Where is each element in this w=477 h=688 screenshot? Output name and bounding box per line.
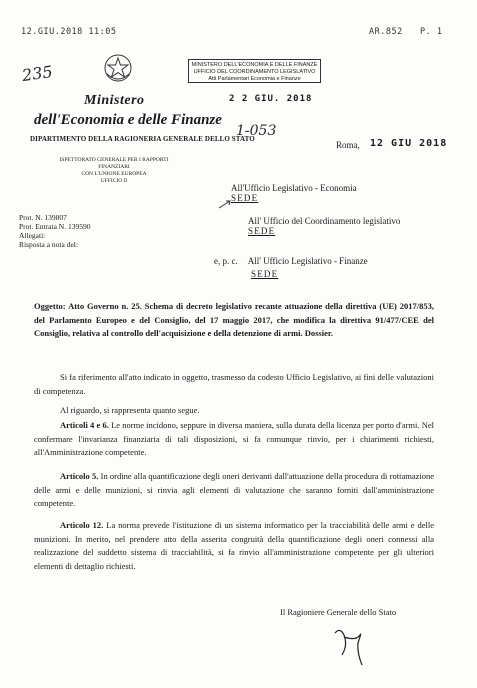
- recipient-coordinamento: [248, 216, 400, 236]
- protocol-entrata: Prot. Entrata N. 139590: [19, 222, 91, 231]
- office-line: ISPETTORATO GENERALE PER I RAPPORTI FINANZIARI: [59, 157, 169, 170]
- recipient-sede: SEDE: [251, 269, 279, 279]
- article-label: Articoli 4 e 6.: [60, 420, 109, 430]
- office-block: [54, 157, 174, 185]
- recipient-sede: SEDE: [231, 193, 259, 203]
- subject-label: Oggetto:: [34, 301, 66, 311]
- paragraph-riguardo: Al riguardo, si rappresenta quanto segue.: [60, 405, 200, 415]
- arrow-mark-icon: [218, 196, 232, 214]
- signatory-title: Il Ragioniere Generale dello Stato: [280, 607, 397, 617]
- paragraph-articolo-5: [34, 470, 434, 511]
- allegati: Allegati:: [19, 231, 46, 240]
- paragraph-articoli-4-6: [34, 419, 434, 460]
- reception-stamp: [188, 59, 321, 83]
- paragraph-articolo-12: [34, 519, 434, 573]
- article-label: Articolo 5.: [60, 471, 99, 481]
- subject-text: Atto Governo n. 25. Schema di decreto legislativo recante attuazione della direttiva (UE) 2017/853, del Parlamento Europeo e del Consiglio, del 17 maggio 2017, che modifica la direttiva 91/477/CEE del Consiglio, relativa al controllo dell'acquisizione e della detenzione di armi. Dossier.: [34, 301, 434, 338]
- fax-page: P. 1: [420, 27, 443, 37]
- stamp-line: Atti Parlamentari Economia e Finanze: [208, 76, 301, 82]
- subject: [34, 300, 434, 341]
- article-text: Le norme incidono, seppure in diversa maniera, sulla durata della licenza per porto d'armi. Nel confermare l'invarianza finanziaria di tali disposizioni, si fa comunque rinvio, per i chiarimenti richiesti, all'Amministrazione competente.: [34, 420, 434, 457]
- office-line: UFFICIO II: [100, 178, 128, 184]
- department-name: DIPARTIMENTO DELLA RAGIONERIA GENERALE DELLO STATO: [30, 135, 255, 143]
- recipient-finanze: [214, 251, 368, 279]
- article-label: Articolo 12.: [60, 520, 104, 530]
- paragraph-intro: Si fa riferimento all'atto indicato in oggetto, trasmesso da codesto Ufficio Legislativo, ai fini delle valutazioni di competenza.: [34, 372, 434, 396]
- handwritten-reference: 1-053: [236, 123, 277, 139]
- recipient-name: All'Ufficio Legislativo - Economia: [231, 183, 357, 193]
- recipient-name: All' Ufficio del Coordinamento legislativo: [248, 216, 401, 226]
- place: Roma,: [336, 140, 360, 150]
- risposta-a-nota: Risposta a nota del:: [19, 240, 78, 249]
- handwritten-signature: [330, 625, 390, 675]
- fax-timestamp: 12.GIU.2018 11:05: [21, 27, 117, 37]
- stamp-line: MINISTERO DELL'ECONOMIA E DELLE FINANZE: [191, 62, 318, 68]
- letter-date: 12 GIU 2018: [370, 138, 448, 149]
- stamp-line: UFFICIO DEL COORDINAMENTO LEGISLATIVO: [193, 69, 316, 75]
- recipient-sede: SEDE: [248, 226, 276, 236]
- recipient-economia: [231, 183, 357, 203]
- ministry-title: Ministero: [84, 93, 145, 108]
- handwritten-number: 235: [20, 61, 54, 86]
- protocol-block: [19, 213, 90, 249]
- recipient-name: All' Ufficio Legislativo - Finanze: [247, 256, 368, 266]
- republic-emblem-icon: [103, 52, 133, 84]
- article-text: In ordine alla quantificazione degli oneri derivanti dall'attuazione della procedura di rottamazione delle armi e delle munizioni, si rinvia agli elementi di valutazione che saranno forniti dall'amministrazione competente.: [34, 471, 435, 508]
- cc-prefix: e, p. c.: [214, 256, 238, 266]
- office-line: CON L'UNIONE EUROPEA: [81, 171, 147, 177]
- ministry-full-name: dell'Economia e delle Finanze: [34, 112, 222, 128]
- stamp-date: 2 2 GIU. 2018: [229, 94, 313, 104]
- protocol-number: Prot. N. 139807: [19, 213, 67, 222]
- fax-code: AR.852: [369, 27, 403, 37]
- article-text: La norma prevede l'istituzione di un sistema informatico per la tracciabilità delle armi e delle munizioni. In merito, nel prendere atto della asserita congruità della quantificazione degli oneri connessi alla realizzazione del suddetto sistema di tracciabilità, si fa rinvio all'amministrazione competente per gli ulteriori elementi di dettaglio richiesti.: [34, 520, 434, 571]
